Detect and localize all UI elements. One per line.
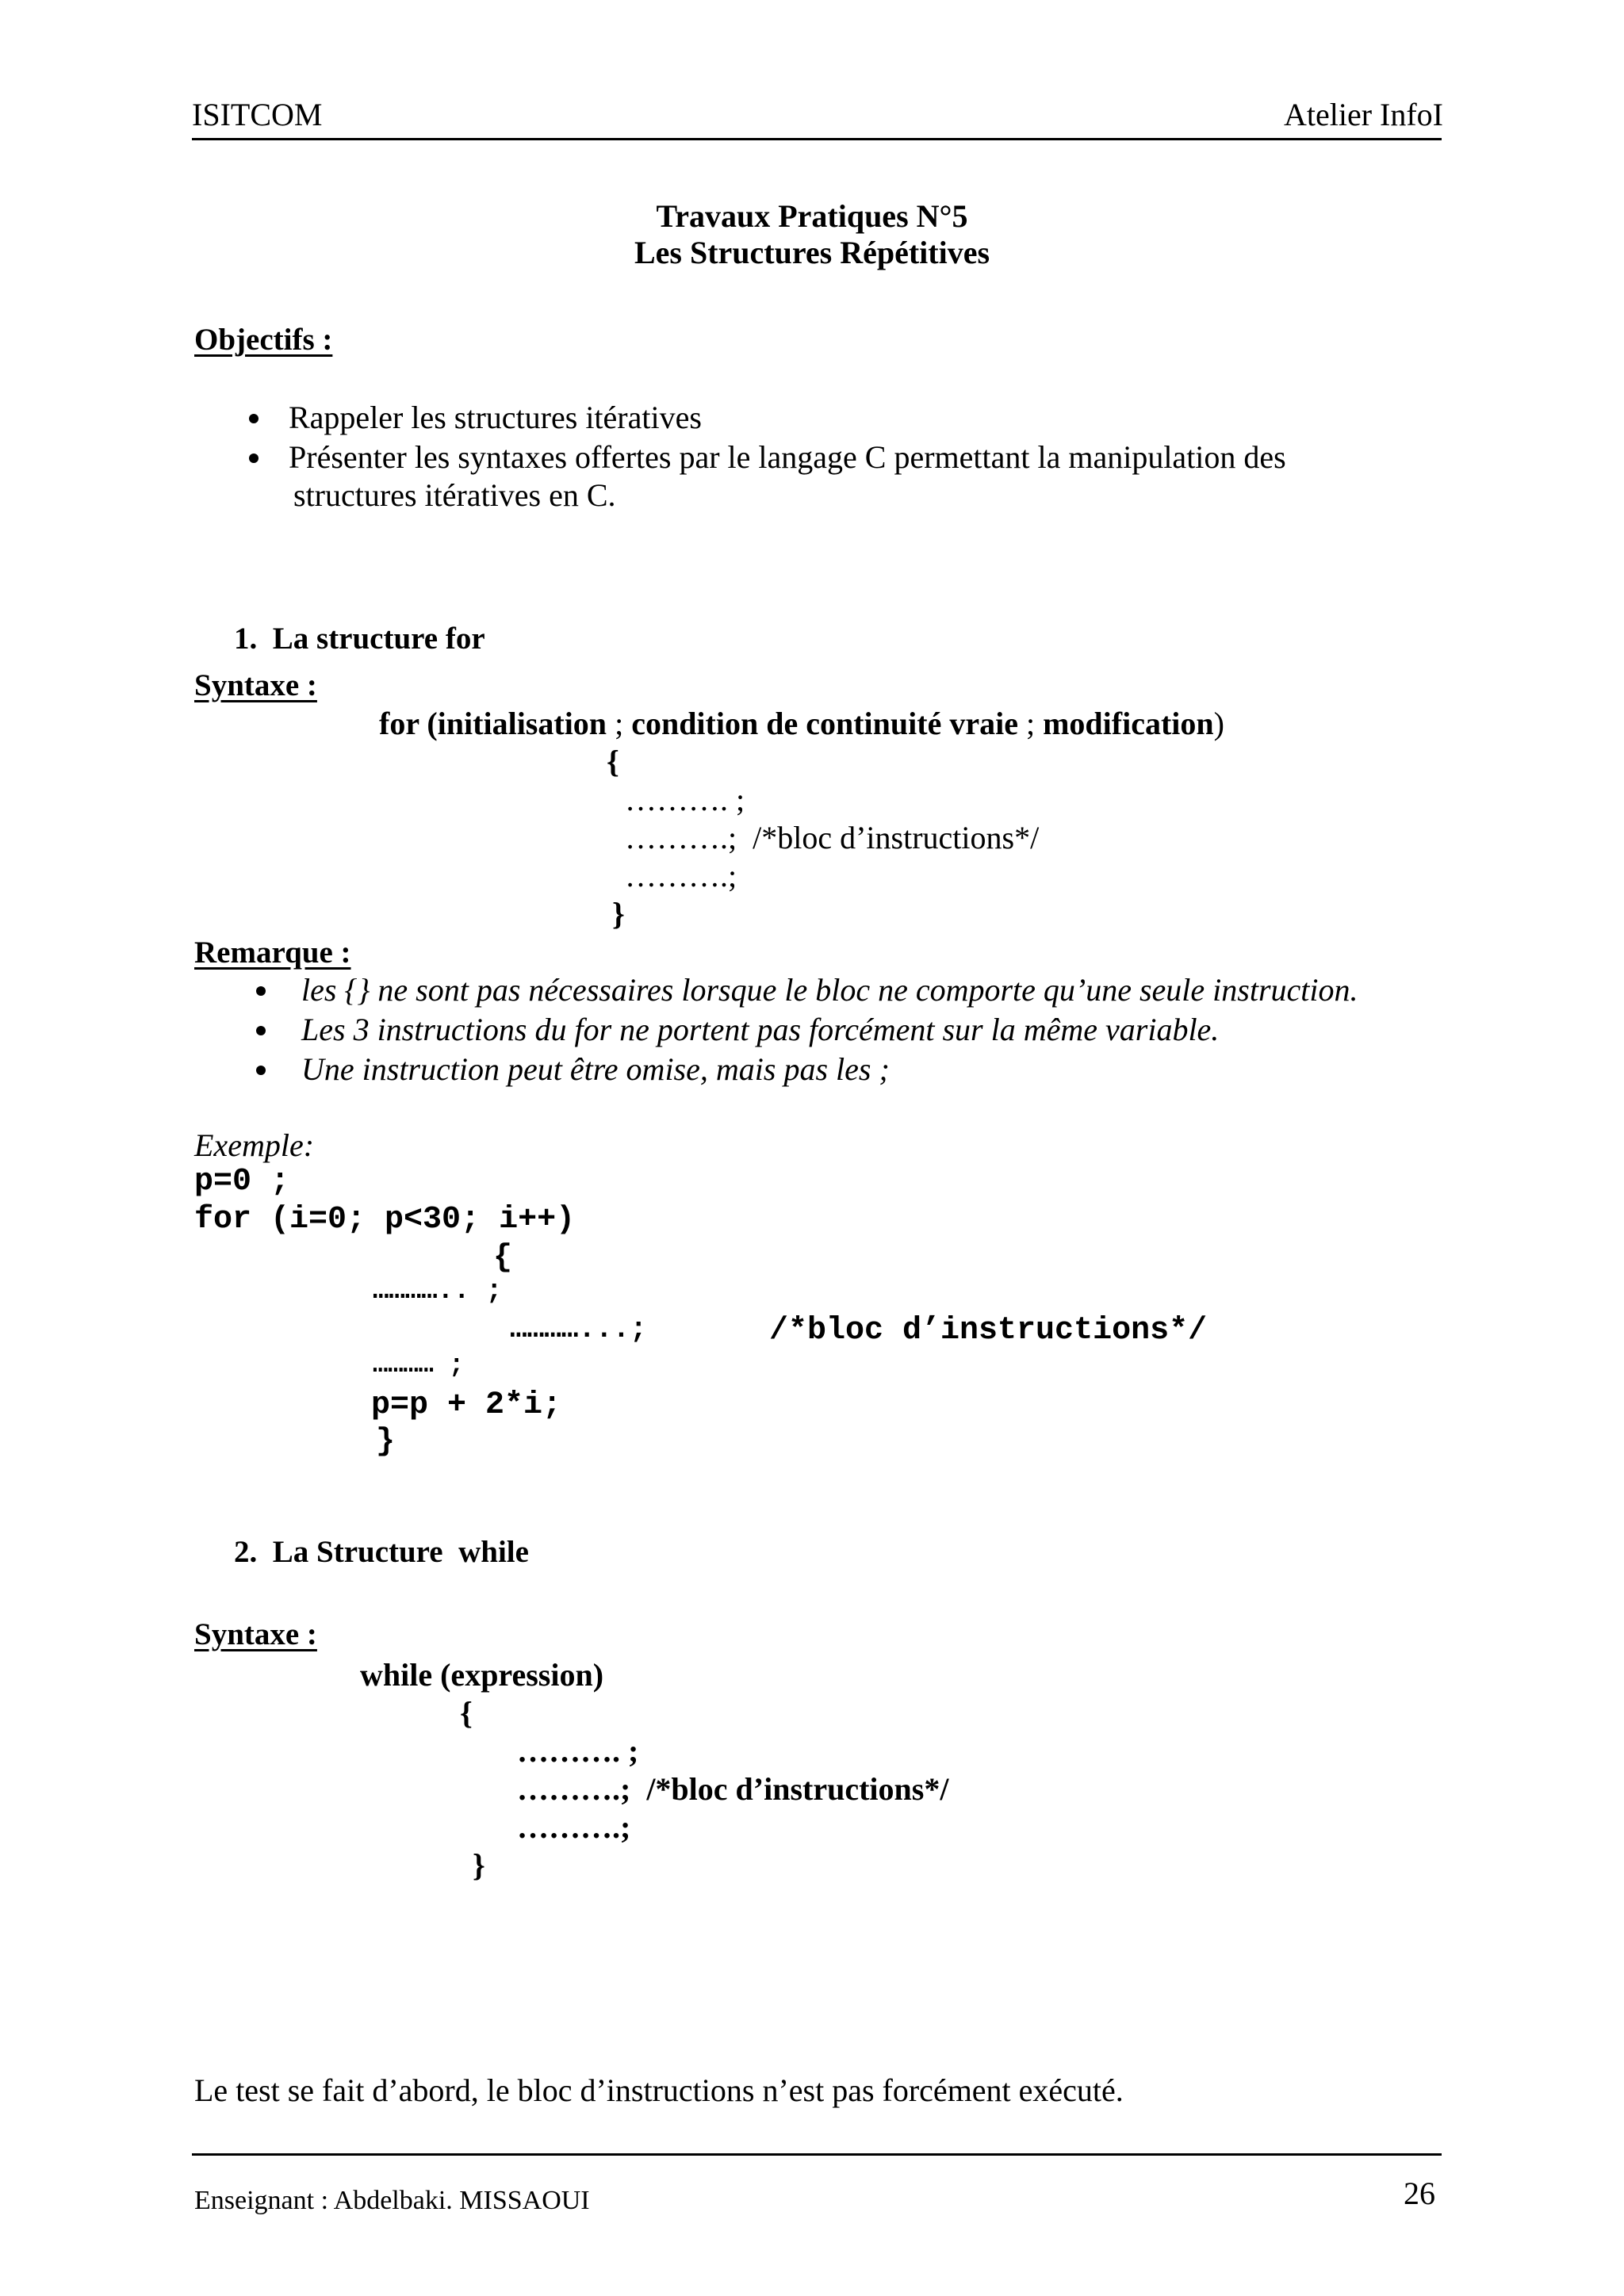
header-left: ISITCOM bbox=[192, 97, 323, 132]
exemple-label: Exemple: bbox=[194, 1127, 315, 1163]
page-number: 26 bbox=[1404, 2175, 1435, 2211]
objectifs-heading: Objectifs : bbox=[194, 323, 333, 357]
for-block-line: ………. ; bbox=[625, 782, 745, 817]
for-sep: ; bbox=[607, 706, 632, 741]
code-line: p=0 ; bbox=[194, 1164, 290, 1200]
for-block-line: ……….; bbox=[625, 858, 737, 894]
page-subtitle: Les Structures Répétitives bbox=[634, 235, 990, 270]
for-sep: ; bbox=[1017, 706, 1044, 741]
code-line: ………….. ; bbox=[373, 1276, 503, 1307]
header-right: Atelier InfoI bbox=[1283, 97, 1443, 132]
header-rule bbox=[192, 138, 1442, 140]
bullet-icon bbox=[256, 1026, 266, 1035]
while-brace-close: } bbox=[473, 1847, 485, 1883]
remarque-item: Les 3 instructions du for ne portent pas forcément sur la même variable. bbox=[301, 1012, 1220, 1047]
for-keyword: for ( bbox=[379, 706, 438, 741]
section-for-heading: 1. La structure for bbox=[234, 622, 485, 656]
objectif-item: Présenter les syntaxes offertes par le langage C permettant la manipulation des bbox=[289, 439, 1286, 475]
remarque-item: les {} ne sont pas nécessaires lorsque le bloc ne comporte qu’une seule instruction. bbox=[301, 972, 1358, 1008]
code-line: for (i=0; p<30; i++) bbox=[194, 1202, 576, 1238]
for-block-line: ……….; /*bloc d’instructions*/ bbox=[625, 820, 1040, 855]
while-block-line: ……….; bbox=[517, 1809, 631, 1845]
section-while-heading: 2. La Structure while bbox=[234, 1535, 529, 1569]
page-title: Travaux Pratiques N°5 bbox=[656, 198, 968, 234]
bullet-icon bbox=[256, 986, 266, 996]
bullet-icon bbox=[249, 414, 259, 423]
for-modification: modification bbox=[1043, 706, 1214, 741]
while-block-line: ………. ; bbox=[517, 1733, 639, 1769]
for-brace-open: { bbox=[607, 744, 619, 779]
footer-teacher: Enseignant : Abdelbaki. MISSAOUI bbox=[194, 2186, 590, 2215]
for-init: initialisation bbox=[437, 706, 607, 741]
objectif-item: Rappeler les structures itératives bbox=[289, 400, 702, 435]
bullet-icon bbox=[256, 1066, 266, 1075]
while-brace-open: { bbox=[460, 1695, 473, 1731]
for-condition: condition de continuité vraie bbox=[631, 706, 1018, 741]
for-syntax bbox=[379, 706, 1224, 742]
while-syntax: while (expression) bbox=[360, 1657, 604, 1693]
for-brace-close: } bbox=[612, 896, 625, 932]
remarque-item: Une instruction peut être omise, mais pas les ; bbox=[301, 1051, 890, 1087]
code-line: ………… ; bbox=[373, 1350, 465, 1380]
syntaxe-label-for: Syntaxe : bbox=[194, 668, 317, 702]
remarque-heading: Remarque : bbox=[194, 936, 351, 970]
code-line: …………...; bbox=[510, 1313, 647, 1345]
code-brace-close: } bbox=[376, 1424, 396, 1460]
code-comment: /*bloc d’instructions*/ bbox=[769, 1313, 1208, 1349]
while-block-line: ……….; /*bloc d’instructions*/ bbox=[517, 1771, 949, 1807]
conclusion-text: Le test se fait d’abord, le bloc d’instructions n’est pas forcément exécuté. bbox=[194, 2072, 1124, 2108]
objectif-item-continued: structures itératives en C. bbox=[293, 477, 616, 513]
code-line: p=p + 2*i; bbox=[371, 1387, 562, 1423]
syntaxe-label-while: Syntaxe : bbox=[194, 1617, 317, 1651]
for-close: ) bbox=[1213, 706, 1224, 741]
code-brace-open: { bbox=[493, 1240, 513, 1276]
footer-rule bbox=[192, 2153, 1442, 2156]
bullet-icon bbox=[249, 453, 259, 463]
